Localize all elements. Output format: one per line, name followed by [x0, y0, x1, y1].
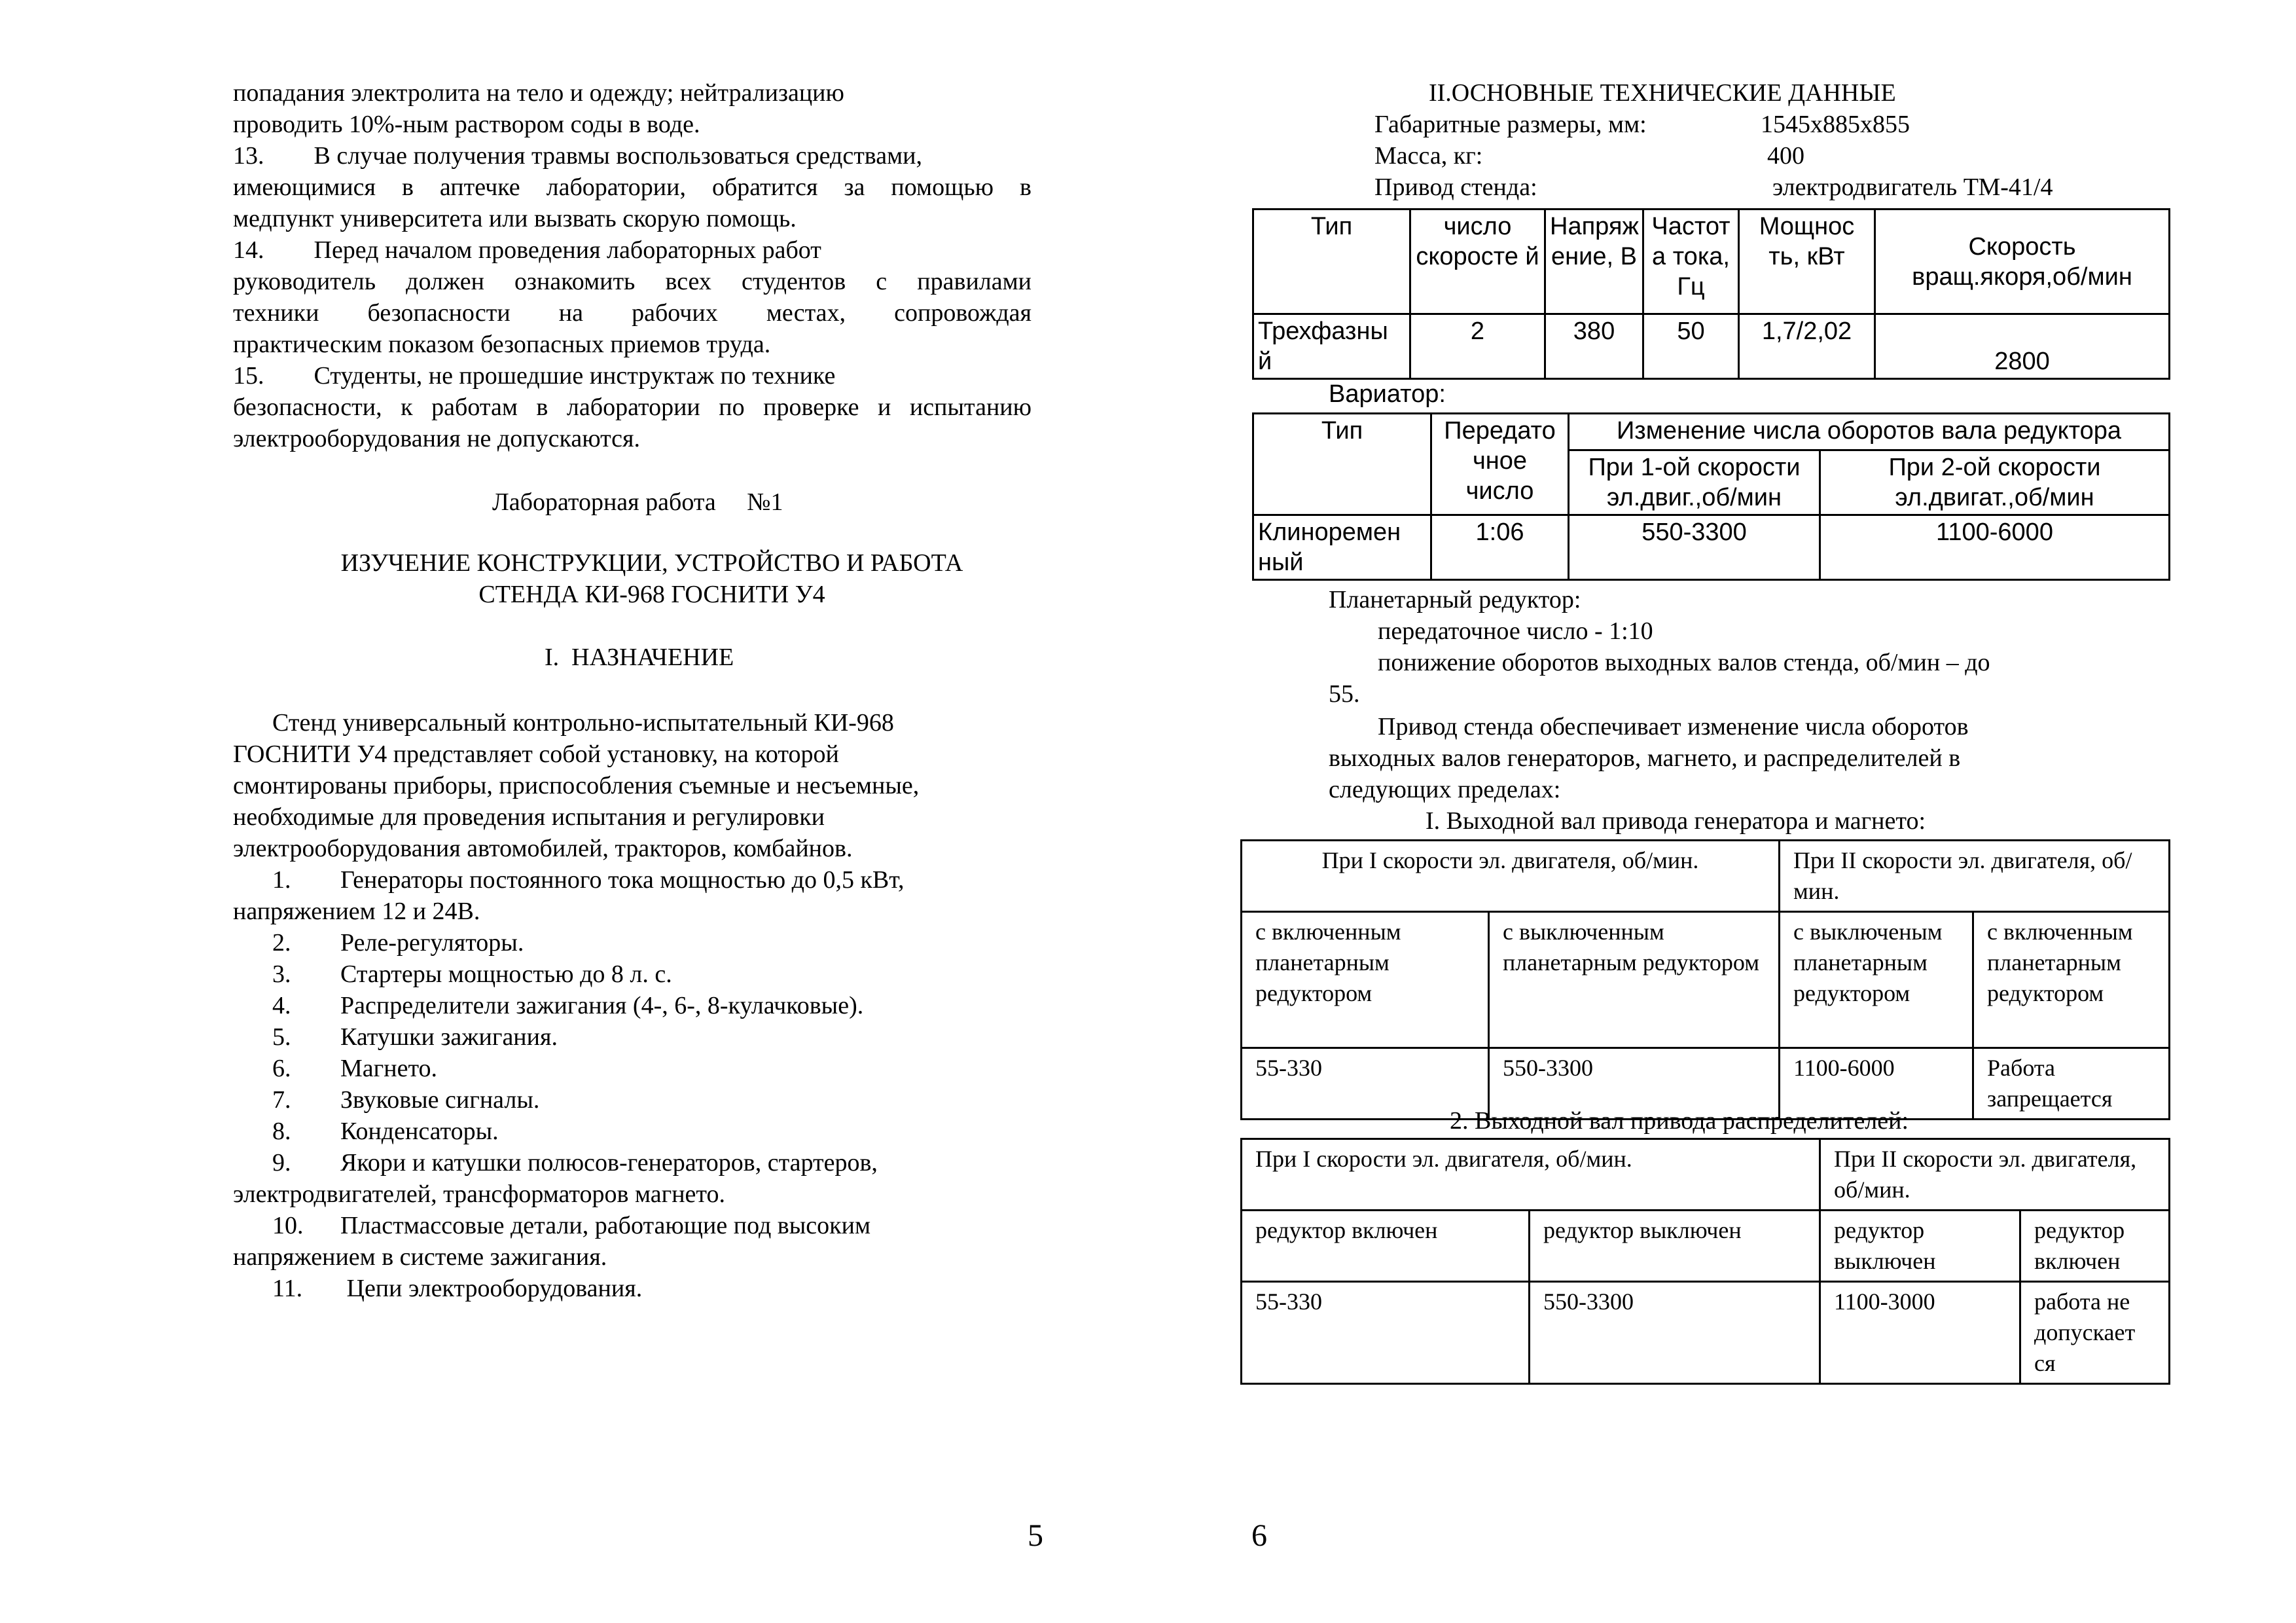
table-header: Тип	[1253, 414, 1431, 515]
list-item: Стартеры мощностью до 8 л. с.	[340, 960, 672, 988]
table-subheader: редуктор включен	[2020, 1211, 2170, 1282]
table-cell: Трехфазны й	[1253, 314, 1410, 379]
list-item: Катушки зажигания.	[340, 1023, 558, 1051]
table-header: Изменение числа оборотов вала редуктора	[1569, 414, 2170, 450]
table-cell: 55-330	[1242, 1048, 1489, 1120]
list-item: Распределители зажигания (4-, 6-, 8-кулачковые).	[340, 992, 864, 1019]
table-cell: 380	[1545, 314, 1643, 379]
list-item: Реле-регуляторы.	[340, 929, 524, 957]
table-header: число скоросте й	[1410, 210, 1545, 314]
table-header: При II скорости эл. двигателя, об/мин.	[1780, 841, 2170, 912]
list-item: Конденсаторы.	[340, 1118, 499, 1145]
table-cell: 50	[1643, 314, 1739, 379]
spec-value: 400	[1767, 142, 1804, 170]
text-line: имеющимися в аптечке лаборатории, обратится за помощью в	[233, 173, 1031, 201]
table-cell: работа не допускает ся	[2020, 1282, 2170, 1384]
list-number: 9.	[272, 1149, 291, 1176]
planetary-reduction: понижение оборотов выходных валов стенда, об/мин – до	[1378, 649, 1990, 676]
text-line: техники безопасности на рабочих местах, сопровождая	[233, 299, 1031, 327]
list-item: Цепи электрооборудования.	[340, 1275, 643, 1302]
table-cell: 1100-6000	[1780, 1048, 1973, 1120]
table-title: 2. Выходной вал привода распределителей:	[1450, 1107, 1909, 1135]
table-cell: 55-330	[1242, 1282, 1530, 1384]
list-number: 1.	[272, 866, 291, 894]
intro-line: необходимые для проведения испытания и регулировки	[233, 803, 825, 831]
text-line: практическим показом безопасных приемов труда.	[233, 331, 771, 358]
list-item: напряжением 12 и 24В.	[233, 898, 480, 925]
table-subheader: редуктор включен	[1242, 1211, 1530, 1282]
variator-label: Вариатор:	[1329, 380, 1446, 408]
list-number: 11.	[272, 1275, 303, 1302]
lab-title: Лабораторная работа №1	[492, 488, 783, 516]
text-line: 13. В случае получения травмы воспользоваться средствами,	[233, 142, 922, 170]
text-line: проводить 10%-ным раствором соды в воде.	[233, 111, 700, 138]
spec-label: Масса, кг:	[1374, 142, 1483, 170]
table-header: При 2-ой скорости эл.двигат.,об/мин	[1820, 450, 2170, 515]
table-cell: 2	[1410, 314, 1545, 379]
table-header: При I скорости эл. двигателя, об/мин.	[1242, 841, 1780, 912]
list-number: 7.	[272, 1086, 291, 1114]
list-number: 3.	[272, 960, 291, 988]
table-title: I. Выходной вал привода генератора и магнето:	[1426, 807, 1926, 835]
heading-line-2: СТЕНДА КИ-968 ГОСНИТИ У4	[478, 581, 825, 608]
list-item: Генераторы постоянного тока мощностью до 0,5 кВт,	[340, 866, 905, 894]
list-number: 4.	[272, 992, 291, 1019]
text-line: 15. Студенты, не прошедшие инструктаж по технике	[233, 362, 836, 390]
list-number: 5.	[272, 1023, 291, 1051]
spec-value: электродвигатель ТМ-41/4	[1772, 173, 2053, 201]
planetary-ratio: передаточное число - 1:10	[1378, 617, 1653, 645]
drive-text: Привод стенда обеспечивает изменение числа оборотов	[1378, 713, 1969, 740]
list-number: 2.	[272, 929, 291, 957]
table-subheader: редуктор выключен	[1530, 1211, 1820, 1282]
intro-line: Стенд универсальный контрольно-испытательный КИ-968	[272, 709, 894, 737]
section-title: I. НАЗНАЧЕНИЕ	[545, 644, 734, 671]
table-header: Передато чное число	[1431, 414, 1569, 515]
drive-text: выходных валов генераторов, магнето, и распределителей в	[1329, 744, 1961, 772]
planetary-reduction: 55.	[1329, 680, 1360, 708]
table-cell: 1:06	[1431, 515, 1569, 580]
drive-text: следующих пределах:	[1329, 776, 1561, 803]
table-cell: 550-3300	[1530, 1282, 1820, 1384]
table-cell: 1100-6000	[1820, 515, 2170, 580]
list-number: 8.	[272, 1118, 291, 1145]
list-number: 6.	[272, 1055, 291, 1082]
table-cell: Работа запрещается	[1973, 1048, 2170, 1120]
list-item: Пластмассовые детали, работающие под высоким	[340, 1212, 870, 1239]
spec-label: Габаритные размеры, мм:	[1374, 111, 1647, 138]
text-line: 14. Перед началом проведения лабораторных работ	[233, 236, 821, 264]
list-item: напряжением в системе зажигания.	[233, 1243, 607, 1271]
text-line: безопасности, к работам в лаборатории по проверке и испытанию	[233, 393, 1031, 421]
distributor-shaft-table	[1240, 1138, 2170, 1385]
intro-line: смонтированы приборы, приспособления съемные и несъемные,	[233, 772, 920, 799]
intro-line: ГОСНИТИ У4 представляет собой установку, на которой	[233, 740, 839, 768]
page-number: 6	[1251, 1518, 1267, 1553]
table-header: При I скорости эл. двигателя, об/мин.	[1242, 1139, 1820, 1211]
table-cell: 1100-3000	[1820, 1282, 2020, 1384]
table-header: Частот а тока, Гц	[1643, 210, 1739, 314]
table-subheader: с выключеным планетарным редуктором	[1780, 912, 1973, 1048]
table-subheader: редуктор выключен	[1820, 1211, 2020, 1282]
table-header: Напряж ение, В	[1545, 210, 1643, 314]
variator-table	[1252, 412, 2170, 581]
table-header: При II скорости эл. двигателя, об/мин.	[1820, 1139, 2170, 1211]
table-header: Скорость вращ.якоря,об/мин	[1875, 210, 2170, 314]
list-number: 10.	[272, 1212, 304, 1239]
planetary-title: Планетарный редуктор:	[1329, 586, 1581, 613]
text-line: попадания электролита на тело и одежду; нейтрализацию	[233, 79, 844, 107]
list-item: электродвигателей, трансформаторов магнето.	[233, 1180, 726, 1208]
table-header: При 1-ой скорости эл.двиг.,об/мин	[1569, 450, 1820, 515]
text-line: медпункт университета или вызвать скорую помощь.	[233, 205, 797, 232]
generator-shaft-table	[1240, 839, 2170, 1120]
list-item: Магнето.	[340, 1055, 438, 1082]
table-subheader: с выключенным планетарным редуктором	[1489, 912, 1780, 1048]
text-line: электрооборудования не допускаются.	[233, 425, 641, 452]
heading-line-1: ИЗУЧЕНИЕ КОНСТРУКЦИИ, УСТРОЙСТВО И РАБОТА	[340, 549, 963, 577]
list-item: Якори и катушки полюсов-генераторов, стартеров,	[340, 1149, 878, 1176]
table-header: Мощнос ть, кВт	[1739, 210, 1875, 314]
table-subheader: с включенным планетарным редуктором	[1973, 912, 2170, 1048]
intro-line: электрооборудования автомобилей, тракторов, комбайнов.	[233, 835, 853, 862]
spec-value: 1545х885х855	[1761, 111, 1910, 138]
table-cell: 1,7/2,02	[1739, 314, 1875, 379]
page-number: 5	[1028, 1518, 1043, 1553]
table-cell: Клиноремен ный	[1253, 515, 1431, 580]
motor-table	[1252, 208, 2170, 380]
table-subheader: с включенным планетарным редуктором	[1242, 912, 1489, 1048]
table-cell: 550-3300	[1489, 1048, 1780, 1120]
table-cell: 550-3300	[1569, 515, 1820, 580]
spec-label: Привод стенда:	[1374, 173, 1537, 201]
text-line: руководитель должен ознакомить всех студентов с правилами	[233, 268, 1031, 295]
table-cell: 2800	[1875, 314, 2170, 379]
section-title: II.ОСНОВНЫЕ ТЕХНИЧЕСКИЕ ДАННЫЕ	[1429, 79, 1896, 107]
list-item: Звуковые сигналы.	[340, 1086, 540, 1114]
table-header: Тип	[1253, 210, 1410, 314]
